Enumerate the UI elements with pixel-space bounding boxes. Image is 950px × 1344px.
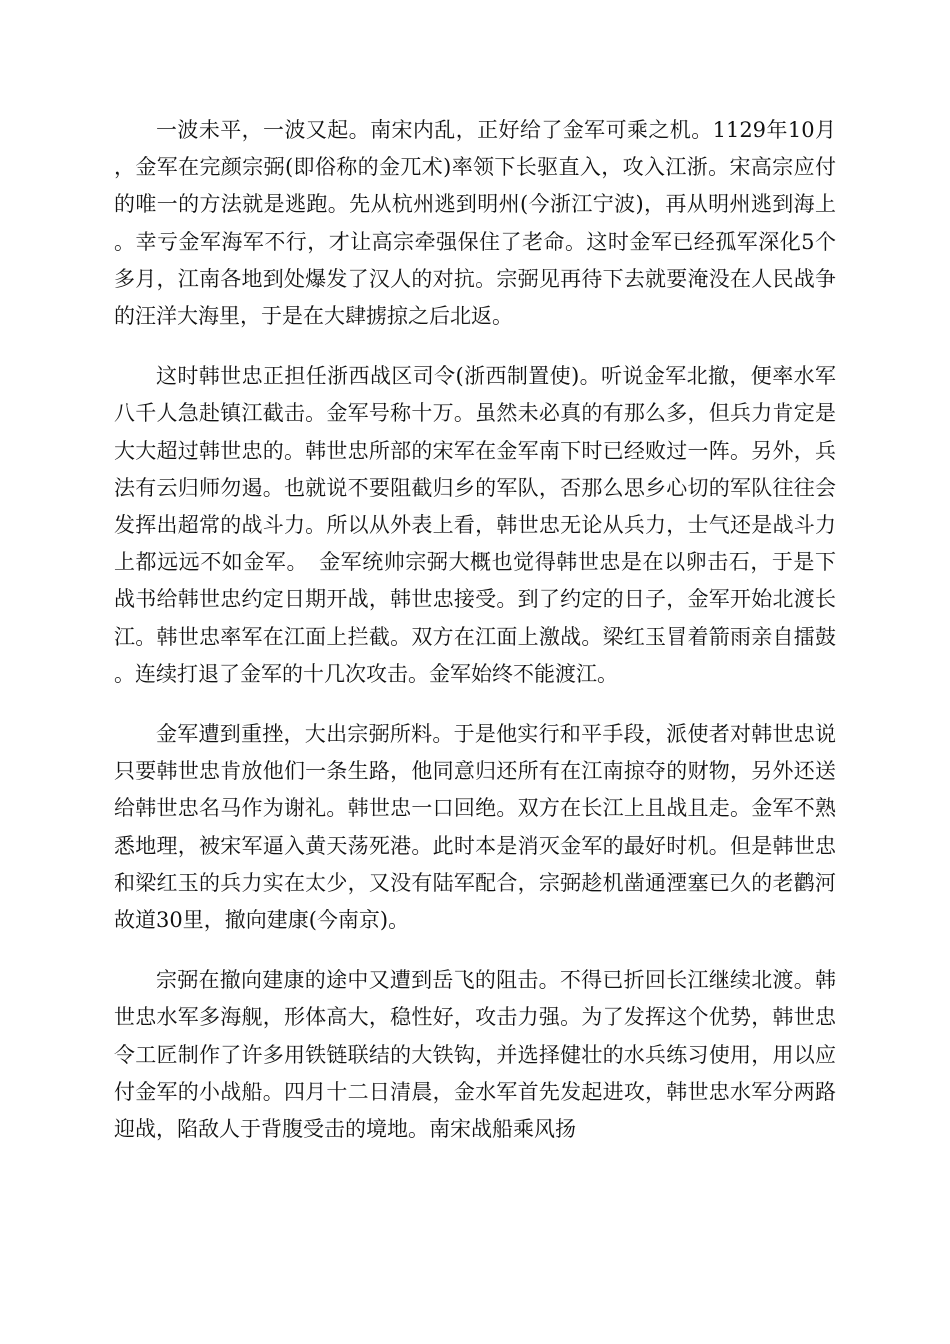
paragraph-2: 这时韩世忠正担任浙西战区司令(浙西制置使)。听说金军北撤，便率水军八千人急赴镇江截击。金军号称十万。虽然未必真的有那么多，但兵力肯定是大大超过韩世忠的。韩世忠所部的宋军在金军南下时已经败过一阵。另外，兵法有云归师勿遏。也就说不要阻截归乡的军队，否那么思乡心切的军队往往会发挥出超常的战斗力。所以从外表上看，韩世忠无论从兵力，士气还是战斗力上都远远不如金军。 金军统帅宗弼大概也觉得韩世忠是在以卵击石，于是下战书给韩世忠约定日期开战，韩世忠接受。到了约定的日子，金军开始北渡长江。韩世忠率军在江面上拦截。双方在江面上激战。梁红玉冒着箭雨亲自擂鼓。连续打退了金军的十几次攻击。金军始终不能渡江。 [114,364,836,686]
paragraph-1: 一波未平，一波又起。南宋内乱，正好给了金军可乘之机。1129年10月，金军在完颜宗弼(即俗称的金兀术)率领下长驱直入，攻入江浙。宋高宗应付的唯一的方法就是逃跑。先从杭州逃到明州(今浙江宁波)，再从明州逃到海上。幸亏金军海军不行，才让高宗牵强保住了老命。这时金军已经孤军深化5个多月，江南各地到处爆发了汉人的对抗。宗弼见再待下去就要淹没在人民战争的汪洋大海里，于是在大肆掳掠之后北返。 [114,118,836,329]
document-body [114,112,836,1171]
paragraph-4: 宗弼在撤向建康的途中又遭到岳飞的阻击。不得已折回长江继续北渡。韩世忠水军多海舰，形体高大，稳性好，攻击力强。为了发挥这个优势，韩世忠令工匠制作了许多用铁链联结的大铁钩，并选择健壮的水兵练习使用，用以应付金军的小战船。四月十二日清晨，金水军首先发起进攻，韩世忠水军分两路迎战，陷敌人于背腹受击的境地。南宋战船乘风扬 [114,968,836,1142]
paragraph-3: 金军遭到重挫，大出宗弼所料。于是他实行和平手段，派使者对韩世忠说只要韩世忠肯放他们一条生路，他同意归还所有在江南掠夺的财物，另外还送给韩世忠名马作为谢礼。韩世忠一口回绝。双方在长江上且战且走。金军不熟悉地理，被宋军逼入黄天荡死港。此时本是消灭金军的最好时机。但是韩世忠和梁红玉的兵力实在太少，又没有陆军配合，宗弼趁机凿通湮塞已久的老鹳河故道30里，撤向建康(今南京)。 [114,722,836,933]
